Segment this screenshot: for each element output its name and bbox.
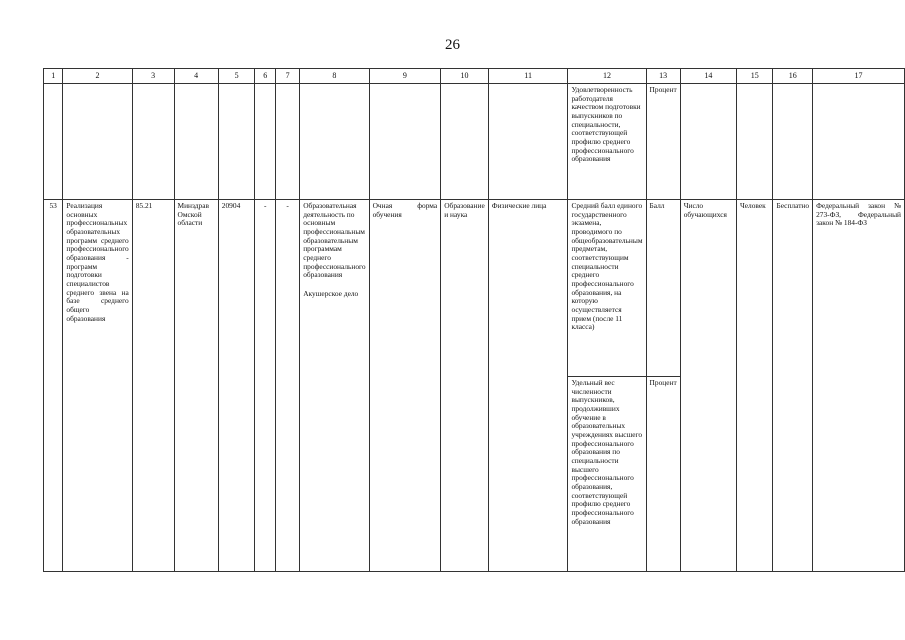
column-7-value: - (276, 200, 300, 572)
okved-code: 85.21 (132, 200, 174, 572)
quality-indicator-cell: Удовлетворенность работодателя качеством подготовки выпускников по специальности, соответствующей профилю среднего профессионального образования (568, 84, 646, 200)
provider: Минздрав Омской области (174, 200, 218, 572)
column-number: 3 (132, 69, 174, 84)
volume-indicator: Число обучающихся (680, 200, 736, 572)
column-number: 10 (441, 69, 489, 84)
services-register-table (43, 68, 905, 572)
quality-indicator-cell: Средний балл единого государственного экзамена, проводимого по общеобразовательным предметам, соответствующим специальности среднего профессионального образования, на которую осуществляется прием (после 11 класса) (568, 200, 646, 377)
service-content: Образовательная деятельность по основным профессиональным образовательным программам среднего профессионального образования (303, 201, 366, 280)
column-number: 2 (63, 69, 132, 84)
table-cell (132, 84, 174, 200)
column-6-value: - (255, 200, 276, 572)
unit-cell: Процент (646, 84, 680, 200)
specialty: Акушерское дело (303, 288, 359, 298)
table-cell (255, 84, 276, 200)
table-cell (44, 84, 63, 200)
column-number: 7 (276, 69, 300, 84)
table-cell (218, 84, 255, 200)
column-number: 8 (300, 69, 369, 84)
table-cell (736, 84, 773, 200)
column-number: 13 (646, 69, 680, 84)
row-number: 53 (44, 200, 63, 572)
table-row (44, 200, 905, 377)
unit-cell: Балл (646, 200, 680, 377)
column-number: 16 (773, 69, 813, 84)
register-code: 20904 (218, 200, 255, 572)
service-content-cell (300, 200, 369, 572)
volume-unit: Человек (736, 200, 773, 572)
legal-basis: Федеральный закон № 273-ФЗ, Федеральный закон № 184-ФЗ (813, 200, 905, 572)
table-cell (300, 84, 369, 200)
column-number: 12 (568, 69, 646, 84)
column-number-row (44, 69, 905, 84)
table-cell (63, 84, 132, 200)
column-number: 17 (813, 69, 905, 84)
education-form: Очная форма обучения (369, 200, 441, 572)
table-cell (441, 84, 489, 200)
service-name: Реализация основных профессиональных образовательных программ среднего профессионального образования - программ подготовки специалистов среднего звена на базе среднего общего образования (63, 200, 132, 572)
column-number: 6 (255, 69, 276, 84)
table-cell (488, 84, 568, 200)
table-cell (174, 84, 218, 200)
consumers: Физические лица (488, 200, 568, 572)
continued-row (44, 84, 905, 200)
column-number: 4 (174, 69, 218, 84)
table-cell (276, 84, 300, 200)
payment-type: Бесплатно (773, 200, 813, 572)
column-number: 9 (369, 69, 441, 84)
column-number: 1 (44, 69, 63, 84)
column-number: 14 (680, 69, 736, 84)
table-cell (773, 84, 813, 200)
table-cell (813, 84, 905, 200)
column-number: 5 (218, 69, 255, 84)
table-cell (680, 84, 736, 200)
quality-indicator-cell: Удельный вес численности выпускников, продолживших обучение в образовательных учреждениях высшего профессионального образования по специальности высшего профессионального образования, соответствующей профилю среднего профессионального образования (568, 377, 646, 572)
column-number: 11 (488, 69, 568, 84)
page-number: 26 (445, 37, 460, 53)
sphere: Образование и наука (441, 200, 489, 572)
table-cell (369, 84, 441, 200)
column-number: 15 (736, 69, 773, 84)
unit-cell: Процент (646, 377, 680, 572)
